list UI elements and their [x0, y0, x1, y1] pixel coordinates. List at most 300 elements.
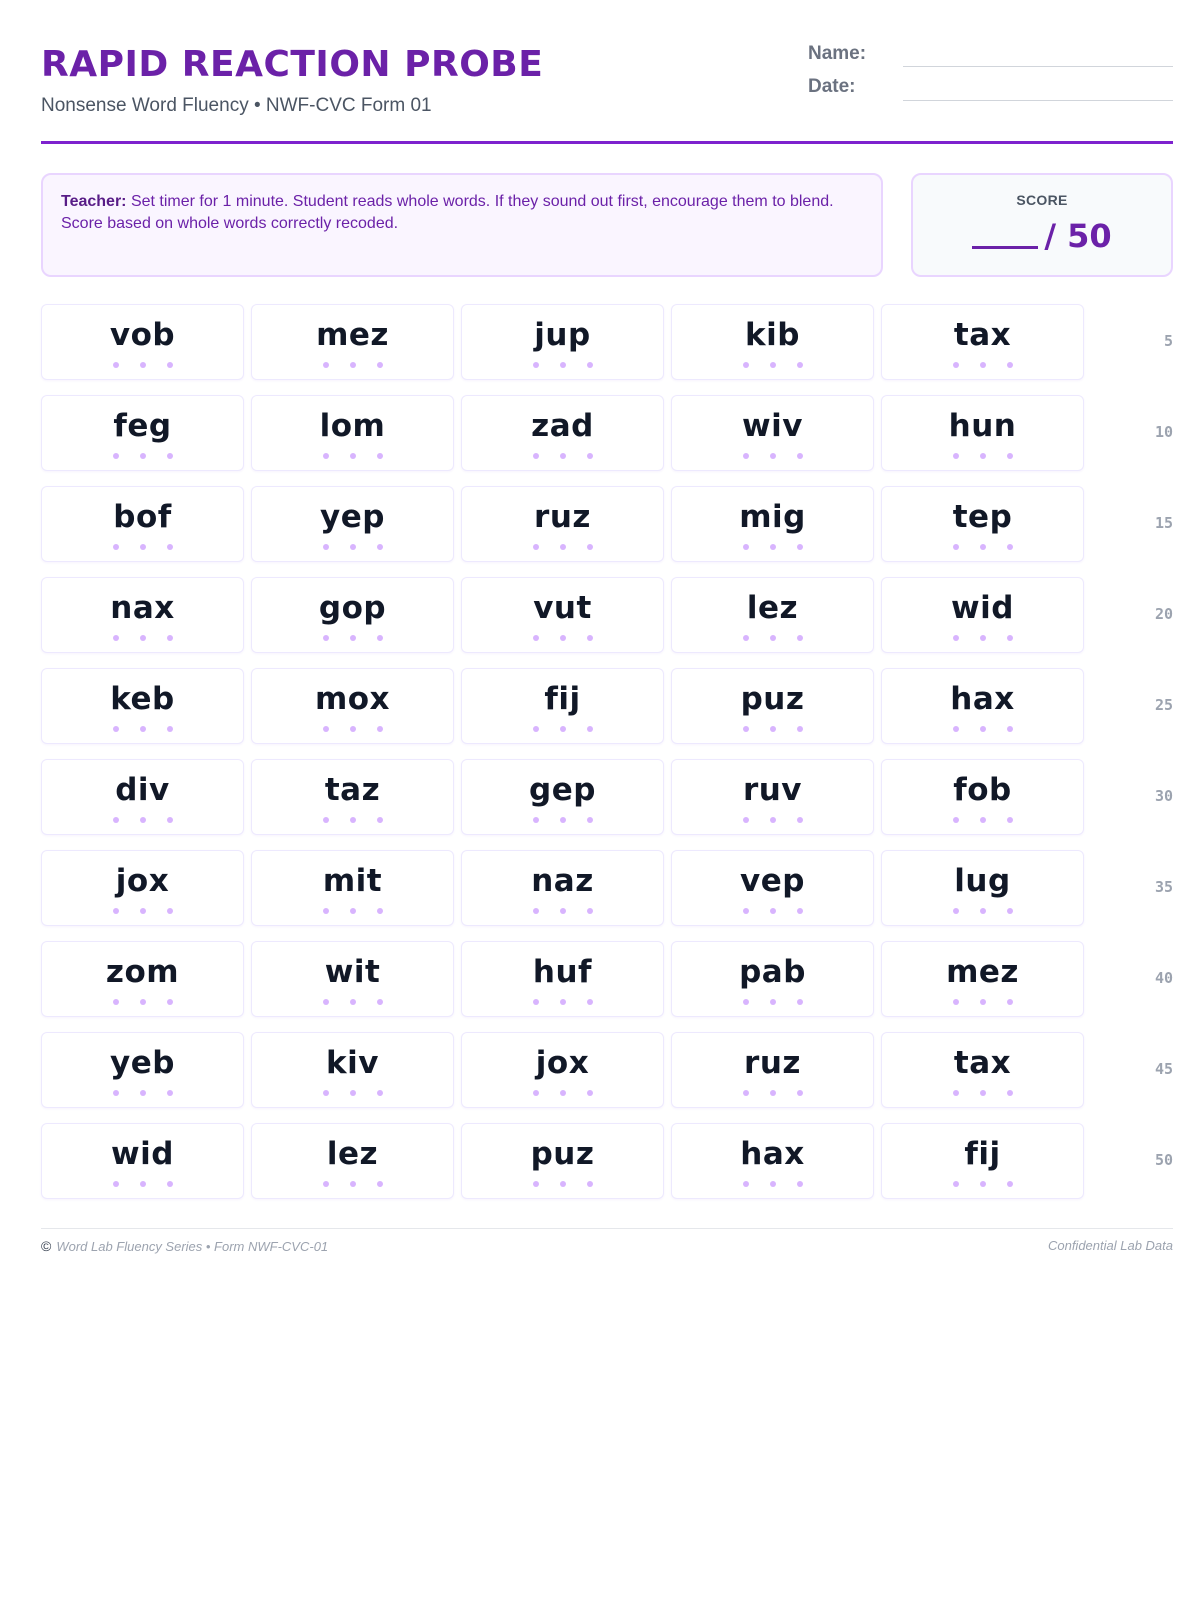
word-text: yep: [320, 499, 385, 535]
sound-dot: [953, 1090, 959, 1096]
word-row: [41, 1032, 1173, 1108]
date-label: Date:: [808, 76, 856, 97]
sound-dots: [882, 908, 1083, 916]
sound-dot: [113, 908, 119, 914]
sound-dots: [672, 726, 873, 734]
instructions-lead: Teacher:: [61, 193, 127, 210]
word-card[interactable]: [41, 1032, 244, 1108]
word-card[interactable]: [881, 1032, 1084, 1108]
sound-dot: [350, 817, 356, 823]
word-card[interactable]: [251, 1032, 454, 1108]
sound-dot: [797, 999, 803, 1005]
sound-dot: [953, 544, 959, 550]
word-card[interactable]: [41, 850, 244, 926]
word-card[interactable]: [671, 759, 874, 835]
word-card[interactable]: [881, 304, 1084, 380]
sound-dot: [533, 726, 539, 732]
sound-dot: [953, 1181, 959, 1187]
sound-dot: [167, 999, 173, 1005]
sound-dots: [882, 635, 1083, 643]
word-card[interactable]: [461, 759, 664, 835]
sound-dot: [140, 1090, 146, 1096]
sound-dot: [1007, 453, 1013, 459]
word-text: huf: [532, 954, 593, 990]
word-text: yeb: [110, 1045, 175, 1081]
word-card[interactable]: [881, 668, 1084, 744]
sound-dots: [42, 726, 243, 734]
sound-dot: [113, 544, 119, 550]
sound-dot: [587, 1181, 593, 1187]
word-card[interactable]: [881, 941, 1084, 1017]
sound-dot: [587, 726, 593, 732]
sound-dot: [323, 1181, 329, 1187]
sound-dot: [377, 453, 383, 459]
word-text: fij: [544, 681, 581, 717]
word-card[interactable]: [461, 486, 664, 562]
sound-dot: [377, 908, 383, 914]
sound-dot: [377, 817, 383, 823]
sound-dots: [252, 908, 453, 916]
sound-dots: [882, 453, 1083, 461]
sound-dot: [587, 544, 593, 550]
sound-dot: [323, 908, 329, 914]
sound-dot: [560, 362, 566, 368]
sound-dot: [953, 726, 959, 732]
sound-dot: [1007, 1181, 1013, 1187]
word-text: puz: [530, 1136, 595, 1172]
sound-dot: [770, 362, 776, 368]
sound-dot: [953, 817, 959, 823]
sound-dot: [587, 453, 593, 459]
word-card[interactable]: [671, 850, 874, 926]
sound-dot: [533, 453, 539, 459]
sound-dot: [1007, 362, 1013, 368]
sound-dot: [350, 544, 356, 550]
header-divider: [41, 141, 1173, 144]
sound-dots: [462, 635, 663, 643]
sound-dot: [587, 817, 593, 823]
cumulative-count: 40: [1154, 969, 1173, 987]
sound-dots: [882, 544, 1083, 552]
sound-dot: [587, 908, 593, 914]
sound-dot: [743, 817, 749, 823]
sound-dots: [252, 362, 453, 370]
sound-dot: [797, 1181, 803, 1187]
word-card[interactable]: [461, 1123, 664, 1199]
sound-dot: [797, 362, 803, 368]
word-row: [41, 668, 1173, 744]
sound-dot: [323, 726, 329, 732]
sound-dot: [743, 999, 749, 1005]
sound-dot: [953, 362, 959, 368]
sound-dot: [533, 999, 539, 1005]
word-text: vut: [533, 590, 592, 626]
word-text: lug: [954, 863, 1011, 899]
sound-dot: [167, 544, 173, 550]
sound-dot: [533, 817, 539, 823]
sound-dot: [533, 908, 539, 914]
score-blank-field[interactable]: [972, 218, 1038, 249]
sound-dot: [797, 453, 803, 459]
word-card[interactable]: [461, 304, 664, 380]
sound-dot: [743, 635, 749, 641]
word-card[interactable]: [671, 304, 874, 380]
cumulative-count: 30: [1154, 787, 1173, 805]
sound-dots: [42, 453, 243, 461]
cumulative-count: 25: [1154, 696, 1173, 714]
word-card[interactable]: [41, 759, 244, 835]
word-card[interactable]: [251, 304, 454, 380]
word-text: ruz: [534, 499, 591, 535]
word-text: taz: [324, 772, 381, 808]
sound-dot: [167, 908, 173, 914]
sound-dot: [323, 362, 329, 368]
footer-left: [41, 1238, 328, 1254]
sound-dot: [350, 999, 356, 1005]
sound-dot: [1007, 544, 1013, 550]
sound-dots: [672, 817, 873, 825]
word-text: mez: [946, 954, 1019, 990]
sound-dot: [560, 1090, 566, 1096]
sound-dots: [252, 1181, 453, 1189]
sound-dot: [167, 726, 173, 732]
word-text: nax: [110, 590, 175, 626]
sound-dot: [377, 1090, 383, 1096]
word-card[interactable]: [881, 759, 1084, 835]
page-subtitle: Nonsense Word Fluency • NWF-CVC Form 01: [41, 95, 432, 116]
sound-dot: [797, 908, 803, 914]
word-card[interactable]: [671, 577, 874, 653]
word-card[interactable]: [881, 395, 1084, 471]
sound-dot: [113, 726, 119, 732]
sound-dot: [1007, 726, 1013, 732]
sound-dot: [743, 453, 749, 459]
sound-dot: [797, 544, 803, 550]
sound-dot: [113, 817, 119, 823]
sound-dots: [252, 817, 453, 825]
word-card[interactable]: [41, 304, 244, 380]
word-text: lez: [326, 1136, 379, 1172]
name-field[interactable]: [903, 66, 1173, 67]
sound-dot: [350, 726, 356, 732]
sound-dots: [462, 1181, 663, 1189]
word-card[interactable]: [251, 1123, 454, 1199]
sound-dots: [672, 1090, 873, 1098]
word-text: zad: [531, 408, 594, 444]
sound-dot: [560, 635, 566, 641]
sound-dots: [672, 1181, 873, 1189]
sound-dot: [140, 362, 146, 368]
sound-dots: [462, 726, 663, 734]
sound-dots: [672, 999, 873, 1007]
sound-dots: [672, 453, 873, 461]
word-card[interactable]: [251, 850, 454, 926]
sound-dots: [882, 1181, 1083, 1189]
word-card[interactable]: [461, 941, 664, 1017]
word-text: kib: [745, 317, 800, 353]
sound-dots: [882, 999, 1083, 1007]
sound-dot: [743, 362, 749, 368]
word-card[interactable]: [461, 1032, 664, 1108]
sound-dot: [140, 817, 146, 823]
sound-dot: [980, 999, 986, 1005]
copyright-icon: ©: [41, 1238, 52, 1254]
sound-dot: [743, 908, 749, 914]
sound-dots: [42, 544, 243, 552]
sound-dot: [350, 1181, 356, 1187]
word-text: tep: [952, 499, 1013, 535]
word-text: wiv: [742, 408, 803, 444]
sound-dot: [770, 908, 776, 914]
sound-dot: [377, 999, 383, 1005]
score-total: / 50: [1044, 217, 1112, 255]
sound-dot: [377, 544, 383, 550]
word-text: lez: [746, 590, 799, 626]
word-card[interactable]: [41, 486, 244, 562]
cumulative-count: 15: [1154, 514, 1173, 532]
sound-dot: [167, 635, 173, 641]
sound-dot: [377, 635, 383, 641]
word-text: keb: [110, 681, 175, 717]
teacher-instructions: [41, 173, 883, 277]
footer-confidential: Confidential Lab Data: [1047, 1238, 1173, 1253]
sound-dot: [797, 1090, 803, 1096]
word-text: jox: [115, 863, 170, 899]
word-card[interactable]: [41, 577, 244, 653]
word-row: [41, 759, 1173, 835]
word-text: fij: [964, 1136, 1001, 1172]
sound-dot: [743, 726, 749, 732]
sound-dots: [672, 362, 873, 370]
sound-dot: [743, 544, 749, 550]
cumulative-count: 35: [1154, 878, 1173, 896]
word-card[interactable]: [671, 486, 874, 562]
word-text: puz: [740, 681, 805, 717]
sound-dot: [560, 544, 566, 550]
sound-dot: [350, 908, 356, 914]
sound-dots: [252, 999, 453, 1007]
sound-dot: [770, 635, 776, 641]
word-text: tax: [953, 317, 1012, 353]
word-card[interactable]: [671, 395, 874, 471]
word-card[interactable]: [881, 486, 1084, 562]
cumulative-count: 45: [1154, 1060, 1173, 1078]
sound-dot: [323, 817, 329, 823]
sound-dot: [113, 1090, 119, 1096]
word-card[interactable]: [41, 941, 244, 1017]
sound-dot: [167, 817, 173, 823]
sound-dot: [587, 1090, 593, 1096]
word-text: gep: [529, 772, 596, 808]
word-card[interactable]: [881, 850, 1084, 926]
sound-dots: [462, 453, 663, 461]
word-row: [41, 850, 1173, 926]
sound-dots: [42, 1090, 243, 1098]
word-card[interactable]: [251, 577, 454, 653]
sound-dot: [980, 635, 986, 641]
sound-dot: [533, 1090, 539, 1096]
sound-dots: [882, 1090, 1083, 1098]
sound-dots: [462, 817, 663, 825]
word-card[interactable]: [41, 395, 244, 471]
sound-dot: [113, 635, 119, 641]
sound-dot: [953, 999, 959, 1005]
sound-dot: [140, 453, 146, 459]
sound-dot: [770, 453, 776, 459]
sound-dots: [882, 726, 1083, 734]
sound-dot: [743, 1181, 749, 1187]
sound-dots: [672, 908, 873, 916]
sound-dots: [462, 1090, 663, 1098]
word-row: [41, 486, 1173, 562]
word-text: tax: [953, 1045, 1012, 1081]
sound-dots: [882, 817, 1083, 825]
word-card[interactable]: [881, 1123, 1084, 1199]
sound-dot: [113, 1181, 119, 1187]
sound-dots: [462, 999, 663, 1007]
sound-dot: [797, 817, 803, 823]
word-card[interactable]: [251, 759, 454, 835]
word-text: hax: [950, 681, 1015, 717]
sound-dots: [252, 544, 453, 552]
score-label: SCORE: [1016, 192, 1068, 208]
word-text: lom: [319, 408, 386, 444]
word-card[interactable]: [251, 668, 454, 744]
sound-dot: [1007, 999, 1013, 1005]
sound-dot: [167, 362, 173, 368]
sound-dot: [560, 908, 566, 914]
sound-dot: [113, 453, 119, 459]
sound-dot: [323, 1090, 329, 1096]
sound-dot: [323, 453, 329, 459]
sound-dot: [560, 1181, 566, 1187]
sound-dot: [1007, 908, 1013, 914]
sound-dot: [770, 999, 776, 1005]
word-text: feg: [113, 408, 172, 444]
word-text: zom: [105, 954, 180, 990]
sound-dot: [323, 999, 329, 1005]
sound-dots: [672, 635, 873, 643]
sound-dot: [113, 362, 119, 368]
word-card[interactable]: [461, 850, 664, 926]
sound-dot: [1007, 1090, 1013, 1096]
sound-dot: [350, 1090, 356, 1096]
sound-dots: [882, 362, 1083, 370]
sound-dot: [167, 1181, 173, 1187]
sound-dot: [980, 908, 986, 914]
sound-dot: [980, 726, 986, 732]
page-title: RAPID REACTION PROBE: [41, 44, 544, 85]
sound-dot: [140, 635, 146, 641]
word-text: mit: [322, 863, 383, 899]
sound-dots: [42, 999, 243, 1007]
word-row: [41, 577, 1173, 653]
word-card[interactable]: [41, 668, 244, 744]
sound-dot: [140, 908, 146, 914]
sound-dot: [140, 544, 146, 550]
sound-dot: [377, 726, 383, 732]
name-label: Name:: [808, 43, 867, 64]
score-box: [911, 173, 1173, 277]
sound-dot: [140, 726, 146, 732]
sound-dot: [560, 999, 566, 1005]
word-card[interactable]: [671, 1123, 874, 1199]
word-text: naz: [531, 863, 594, 899]
sound-dot: [560, 726, 566, 732]
sound-dots: [672, 544, 873, 552]
sound-dot: [323, 635, 329, 641]
word-card[interactable]: [251, 395, 454, 471]
sound-dot: [980, 453, 986, 459]
word-text: vep: [740, 863, 805, 899]
sound-dots: [42, 908, 243, 916]
word-card[interactable]: [671, 668, 874, 744]
sound-dot: [980, 362, 986, 368]
word-card[interactable]: [671, 1032, 874, 1108]
sound-dot: [140, 1181, 146, 1187]
word-text: hun: [948, 408, 1017, 444]
word-card[interactable]: [671, 941, 874, 1017]
sound-dot: [350, 635, 356, 641]
word-text: wid: [111, 1136, 174, 1172]
sound-dot: [350, 362, 356, 368]
sound-dot: [323, 544, 329, 550]
score-value: [913, 217, 1171, 255]
sound-dot: [587, 635, 593, 641]
cumulative-count: 5: [1163, 332, 1173, 350]
word-text: jox: [535, 1045, 590, 1081]
word-card[interactable]: [461, 577, 664, 653]
sound-dot: [1007, 817, 1013, 823]
date-field[interactable]: [903, 100, 1173, 101]
word-row: [41, 395, 1173, 471]
word-text: wit: [324, 954, 381, 990]
footer-divider: [41, 1228, 1173, 1229]
sound-dot: [1007, 635, 1013, 641]
footer-series: Word Lab Fluency Series • Form NWF-CVC-01: [56, 1238, 329, 1254]
sound-dot: [533, 635, 539, 641]
word-card[interactable]: [251, 486, 454, 562]
sound-dot: [350, 453, 356, 459]
sound-dot: [953, 908, 959, 914]
word-card[interactable]: [461, 668, 664, 744]
word-card[interactable]: [251, 941, 454, 1017]
sound-dots: [462, 908, 663, 916]
sound-dot: [560, 817, 566, 823]
word-card[interactable]: [41, 1123, 244, 1199]
word-card[interactable]: [461, 395, 664, 471]
sound-dot: [770, 726, 776, 732]
sound-dots: [252, 635, 453, 643]
sound-dots: [252, 453, 453, 461]
word-text: gop: [318, 590, 387, 626]
sound-dots: [252, 1090, 453, 1098]
word-text: pab: [739, 954, 806, 990]
sound-dot: [980, 1181, 986, 1187]
cumulative-count: 50: [1154, 1151, 1173, 1169]
word-text: ruv: [742, 772, 803, 808]
word-text: wid: [951, 590, 1014, 626]
sound-dot: [587, 362, 593, 368]
word-row: [41, 304, 1173, 380]
word-text: kiv: [326, 1045, 379, 1081]
word-text: div: [115, 772, 170, 808]
sound-dot: [377, 362, 383, 368]
sound-dot: [533, 362, 539, 368]
word-card[interactable]: [881, 577, 1084, 653]
word-text: mox: [314, 681, 391, 717]
sound-dot: [797, 726, 803, 732]
